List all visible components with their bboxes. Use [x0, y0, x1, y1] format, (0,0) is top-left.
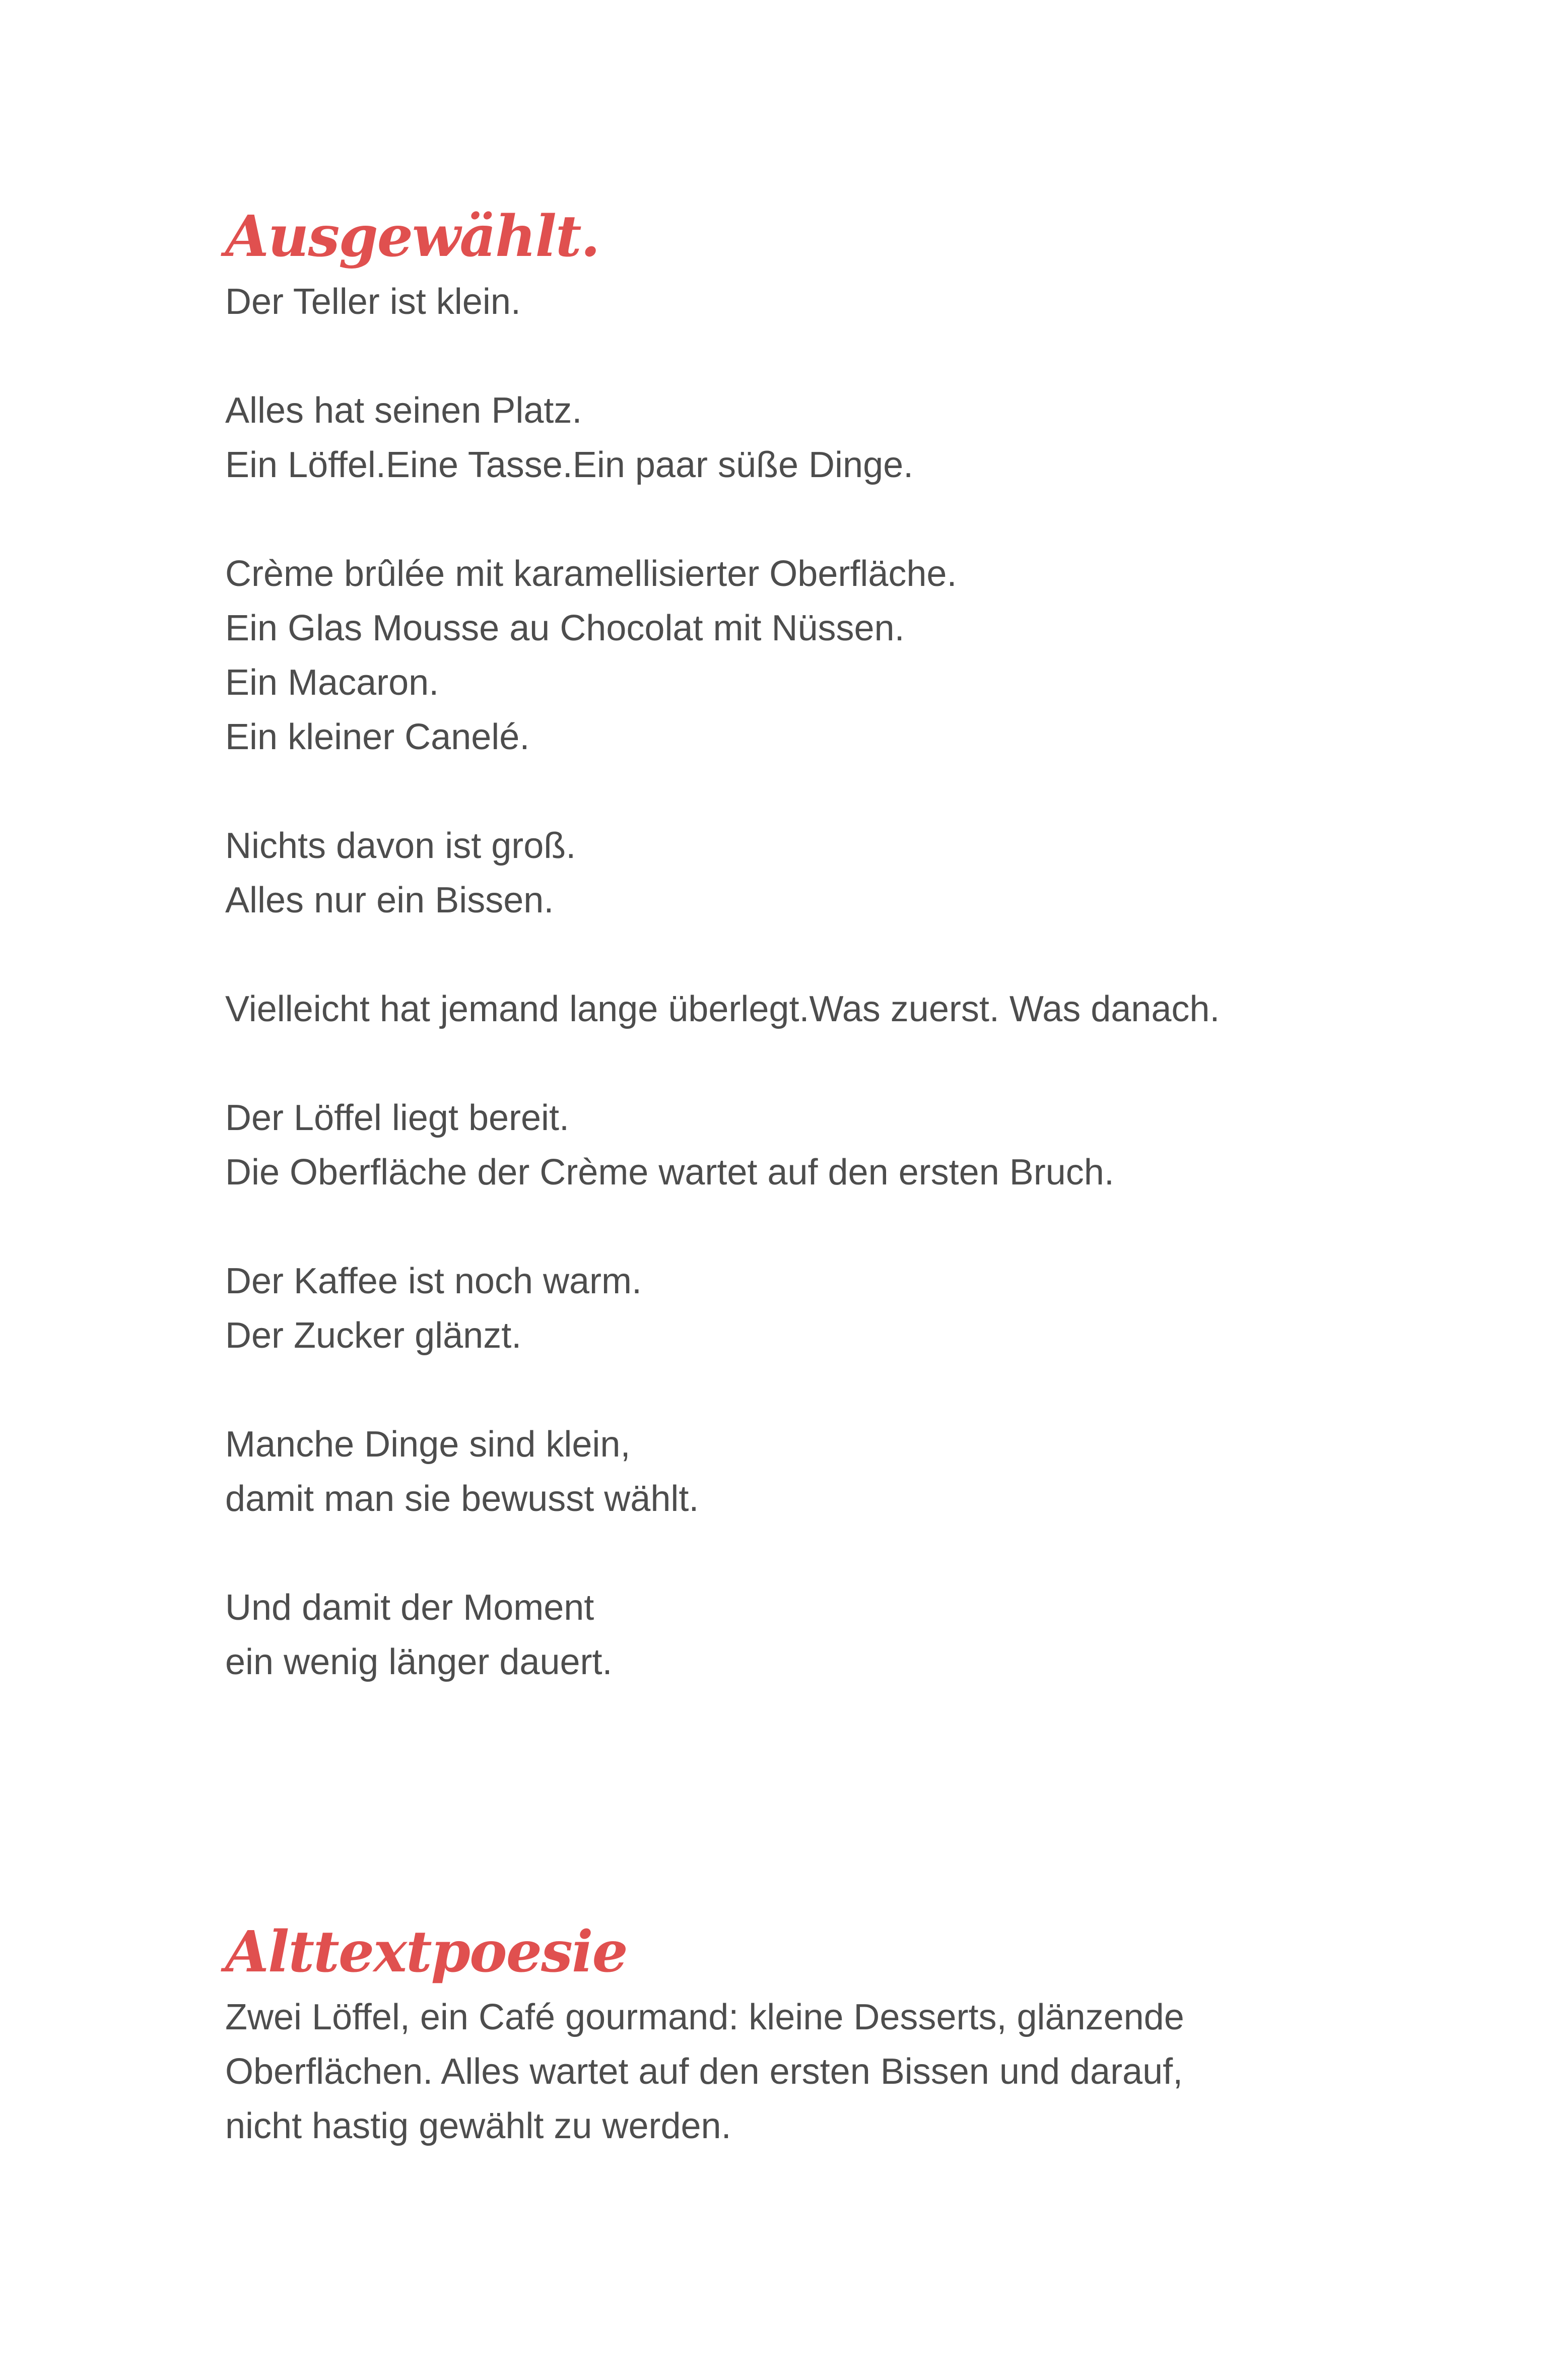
- alt-text-line: nicht hastig gewählt zu werden.: [225, 2106, 731, 2146]
- poem-line: damit man sie bewusst wählt.: [225, 1479, 699, 1519]
- stanza: [225, 1254, 1384, 1363]
- stanza: [225, 1417, 1384, 1526]
- poem-line: Ein Löffel.Eine Tasse.Ein paar süße Dinge.: [225, 445, 914, 485]
- alt-text-line: Oberflächen. Alles wartet auf den ersten Bissen und darauf,: [225, 2052, 1183, 2092]
- poem-line: Die Oberfläche der Crème wartet auf den ersten Bruch.: [225, 1152, 1114, 1193]
- alt-text-section: [225, 1914, 1384, 2153]
- poem-line: Ein Glas Mousse au Chocolat mit Nüssen.: [225, 608, 905, 648]
- poem-line: Ein Macaron.: [225, 663, 439, 703]
- poem-line: Der Zucker glänzt.: [225, 1315, 522, 1356]
- stanza: [225, 547, 1384, 764]
- poem-line: Der Kaffee ist noch warm.: [225, 1261, 642, 1301]
- stanza: [225, 1580, 1384, 1689]
- poem-line: Der Teller ist klein.: [225, 282, 521, 322]
- poem-section: [225, 199, 1384, 1744]
- poem-line: Manche Dinge sind klein,: [225, 1424, 631, 1465]
- poem-line: Ein kleiner Canelé.: [225, 717, 530, 757]
- alt-text-title: Alttextpoesie: [225, 1919, 627, 1985]
- stanza: [225, 982, 1384, 1036]
- poem-line: ein wenig länger dauert.: [225, 1642, 613, 1682]
- poem-line: Vielleicht hat jemand lange überlegt.Was zuerst. Was danach.: [225, 989, 1220, 1029]
- alt-text-body: [225, 1990, 1384, 2153]
- poem-line: Alles nur ein Bissen.: [225, 880, 554, 920]
- poem-line: Und damit der Moment: [225, 1588, 594, 1628]
- poem-title: Ausgewählt.: [225, 204, 599, 270]
- alt-text-line: Zwei Löffel, ein Café gourmand: kleine Desserts, glänzende: [225, 1997, 1184, 2037]
- poem-line: Nichts davon ist groß.: [225, 826, 576, 866]
- stanza: [225, 1091, 1384, 1200]
- poem-line: Alles hat seinen Platz.: [225, 390, 582, 431]
- stanza: [225, 275, 1384, 329]
- stanza: [225, 383, 1384, 492]
- poem-line: Der Löffel liegt bereit.: [225, 1098, 570, 1138]
- poem-line: Crème brûlée mit karamellisierter Oberfläche.: [225, 554, 957, 594]
- stanza: [225, 819, 1384, 928]
